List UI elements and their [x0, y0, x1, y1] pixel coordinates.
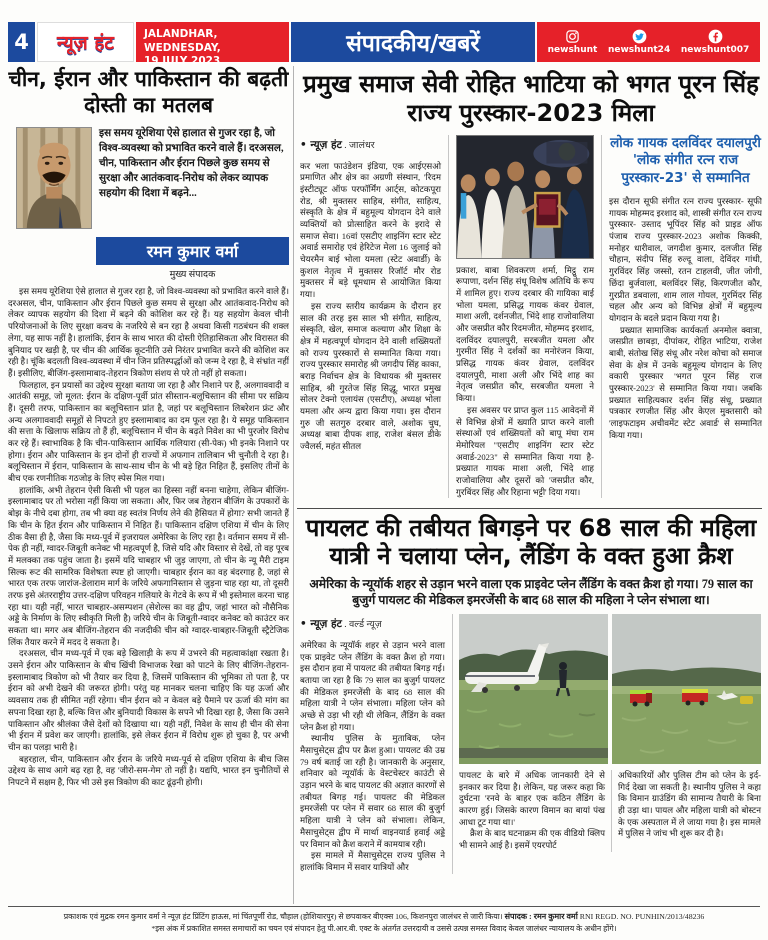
plane-paragraph: स्थानीय पुलिस के मुताबिक, प्लेन मैसाचुसेट्स द्वीप पर क्रैश हुआ। पायलट की उम्र 79 वर्ष बताई जा रही है। जानकारी के अनुसार, शनिवार को न्यूयॉर्क के वेस्टचेस्टर काउंटी से उड़ान भरने के बाद पायलट की अज्ञात कारणों से तबीयत बिगड़ गई। पायलट की मेडिकल इमरजेंसी पर प्लेन में सवार 68 साल की बुजुर्ग महिला यात्री ने प्लेन को संभाला। लेकिन, मैसाचुसेट्स द्वीप में मार्था वाइनयार्ड हवाई अड्डे पर विमान को क्रैश कराने में कामयाब रही। [300, 733, 445, 849]
imprint-footer [8, 906, 760, 935]
article-divider [297, 508, 762, 509]
plane-paragraph: क्रैश के बाद घटनाक्रम की एक वीडियो क्लिप भी सामने आई है। इसमें एयरपोर्ट [459, 828, 605, 850]
twitter-icon [608, 29, 670, 44]
airfield-firetrucks-photo [612, 614, 761, 764]
sidebar-headline: लोक गायक दलविंदर दयालपुरी 'लोक संगीत रत्न राज पुरस्कार-23' से सम्मानित [610, 134, 761, 187]
editorial-headline: चीन, ईरान और पाकिस्तान की बढ़ती दोस्ती का मतलब [8, 67, 289, 118]
facebook-handle: newshunt007 [680, 45, 750, 55]
author-name-bar: रमन कुमार वर्मा [96, 237, 289, 265]
dateline-line2: 19 JULY 2023 [144, 55, 221, 68]
crashed-plane-photo [459, 614, 608, 764]
plane-crash-article [300, 514, 762, 904]
plane-byline [300, 617, 445, 631]
plane-column-3 [611, 770, 761, 852]
plane-photo-block [452, 614, 762, 874]
award-column-1 [300, 135, 448, 499]
imprint-rni: RNI REGD. NO. PUNHIN/2013/48236 [579, 912, 705, 921]
award-paragraph: प्रकाश, बाबा शिवकरण शर्मा, मिट्ठू राम रूपाणा, दर्शन सिंह संधू विशेष अतिथि के रूप में शामिल हुए। राज्य दरबार की गायिका बाई भोला यमला, प्रसिद्ध गायक कंवर ग्रेवाल, माशा अली, दर्शनजीत, भिंदे शाह राजोवालिया और जसप्रीत कौर रिदमजीत, मोहम्मद इरशाद, दलविंदर दयालपुरी, सरबजीत यमला और गुरमीत सिंह ने दर्शकों का मनोरंजन किया, प्रसिद्ध गायक कंवर ग्रेवाल, दलविंदर दयालपुरी, माशा अली और भिंदे शाह का नेतृत्व जसप्रीत कौर, सरबजीत यमला ने किया। [456, 264, 594, 404]
social-instagram [548, 29, 598, 55]
author-photo [16, 127, 92, 229]
award-paragraph: कर भला फाउंडेशन इंडिया, एक आईएसओ प्रमाणित और क्षेत्र का अग्रणी संस्थान, 'रिदम इंस्टीट्यूट ऑफ परफॉर्मिंग आर्ट्स, कोटकपूरा रोड, श्री मुक्तसर साहिब, संगीत, साहित्य, संस्कृति के क्षेत्र में बहुमूल्य योगदान देने वाले व्यक्तियों को प्रोत्साहित करने के इरादे से समाज सेवा। 16वां एसटीए शाइनिंग स्टार स्टेट अवार्ड समारोह एवं हेरिटेज मेला 16 जुलाई को चेयरमैन बाई भोला यमला (स्टेट अवार्डी) के कुशल नेतृत्व में मुक्तसर रिजॉर्ट मौर रोड मुक्तसर में बड़े धूमधाम से आयोजित किया गया। [300, 160, 441, 300]
award-headline: प्रमुख समाज सेवी रोहित भाटिया को भगत पूरन सिंह राज्य पुरस्कार-2023 मिला [303, 70, 759, 127]
byline-source: • न्यूज़ हंट [300, 138, 342, 151]
plane-headline: पायलट की तबीयत बिगड़ने पर 68 साल की महिला यात्री ने चलाया प्लेन, लैंडिंग के वक्त हुआ क्रैश [305, 514, 757, 571]
byline-place: . जालंधर [344, 140, 375, 151]
award-column-2 [448, 135, 602, 499]
section-title: संपादकीय/खबरें [291, 22, 535, 62]
dateline-line1: JALANDHAR, WEDNESDAY, [144, 28, 221, 54]
plane-subhead: अमेरिका के न्यूयॉर्क शहर से उड़ान भरने वाला एक प्राइवेट प्लेन लैंडिंग के वक्त क्रैश हो गया। 79 साल का बुजुर्ग पायलट की मेडिकल इमरजेंसी के बाद 68 साल की महिला ने प्लेन संभाला था। [309, 576, 753, 608]
author-title: मुख्य संपादक [169, 270, 216, 281]
facebook-icon [681, 29, 750, 44]
plane-paragraph: अधिकारियों और पुलिस टीम को प्लेन के इर्द-गिर्द देखा जा सकती है। स्थानीय पुलिस ने कहा कि विमान ग्राउंडिंग की सामान्य तैयारी के बिना ही उड़ा था। पायल और महिला यात्री को बोस्टन के एक अस्पताल में ले जाया गया है। इस मामले में पुलिस ने जांच भी शुरू कर दी है। [618, 769, 761, 839]
editorial-paragraph: फिलहाल, इन प्रयासों का उद्देश्य सुरक्षा बताया जा रहा है और निशाने पर हैं, अलगाववादी व आतंकी समूह, जो मूलत: ईरान के दक्षिण-पूर्वी प्रांत सीस्तान-बलूचिस्तान की सीमा पर सक्रिय हैं। दूसरी तरफ, पाकिस्तान का बलूचिस्तान प्रांत है, जहां पर बलूचिस्तान लिबरेशन फ्रंट और अन्य अलगाववादी समूहों से निपटते हुए इस्लामाबाद का दम फूल रहा है। ये समूह पाकिस्तान की सत्ता के खिलाफ सक्रिय तो हैं ही, बलूचिस्तान में चीन के बढ़ते निवेश का भी पुरजोर विरोध कर रहे हैं। स्वाभाविक है कि चीन-पाकिस्तान आर्थिक गलियारा (सी-पेक) भी इनके निशाने पर होगा। ईरान और पाकिस्तान के इन दोनों ही राज्यों में अफगान तालिबान भी चुनौती दे रहा है। बलूचिस्तान में ईरान, पाकिस्तान के साथ-साथ चीन के भी बड़े हित निहित हैं, इसलिए तीनों के बीच एक रणनीतिक गठजोड़ के लिए स्पेस मिल गया। [8, 379, 289, 484]
editorial-paragraph: इस समय यूरेशिया ऐसे हालात से गुजर रहा है, जो विश्व-व्यवस्था को प्रभावित करने वाले हैं। दरअसल, चीन, पाकिस्तान और ईरान पिछले कुछ समय से सुरक्षा और आतंकवाद-निरोध को लेकर व्यापक सहयोग की दिशा में बढ़ने की कोशिश कर रहे हैं। यह सहयोग केवल चीनी परियोजनाओं के लिए सुरक्षा कवच के नजरिये से बन रहा है अथवा किसी गठबंधन की शक्ल लेगा, यह साफ नहीं है। हालांकि, ईरान के साथ भारत की दोस्ती ऐतिहासिकता और विरासत की बुनियाद पर खड़ी है, पर चीन की आर्थिक कूटनीति उसे निरंतर प्रभावित करने की कोशिश कर रही है। चूंकि बदलती विश्व-व्यवस्था में चीन जिन प्रतिस्पर्द्धाओं को जन्म दे रहा है, वे संभ्रांत नहीं हैं। इसीलिए, बीजिंग-इस्लामाबाद-तेहरान त्रिकोण संशय से परे तो नहीं हो सकता। [8, 286, 289, 378]
instagram-handle: newshunt [547, 45, 598, 55]
sidebar-article [602, 135, 762, 499]
plane-paragraph: अमेरिका के न्यूयॉर्क शहर से उड़ान भरने वाला एक प्राइवेट प्लेन लैंडिंग के वक्त क्रैश हो गया। इस दौरान हवा में पायलट की तबीयत बिगड़ गई। बताया जा रहा है कि 79 साल का बुजुर्ग पायलट की मेडिकल इमरजेंसी के बाद 68 साल की महिला यात्री ने प्लेन संभाला। महिला प्लेन को अच्छे से उड़ा भी रही थी लेकिन, लैंडिंग के वक्त प्लेन क्रैश हो गया। [300, 639, 445, 732]
sidebar-paragraph: इस दौरान सूफी संगीत रत्न राज्य पुरस्कार- सूफी गायक मोहम्मद इरशाद को, शास्त्री संगीत रत्न राज्य पुरस्कार- उस्ताद भूपिंदर सिंह को प्राइड ऑफ पंजाब राज्य पुरस्कार-2023 अशोक किक्की, मनोहर धारीवाल, जगदीश कुमार, दलजीत सिंह चौहान, संदीप सिंह रुल्दू वाला, देविंदर गांधी, गुरविंदर सिंह जस्सो, रतन टाहलवी, जीत जोगी, छिंदा बुर्जवाला, बलविंदर सिंह, किरणजीत कौर, गुरप्रीत डबवाला, शाम लाल गोयल, गुरमिंदर सिंह चहल और अन्य को विभिन्न क्षेत्रों में बहुमूल्य योगदान के बदले प्रदान किया गया है। [609, 196, 762, 323]
award-paragraph: इस अवसर पर प्राप्त कुल 115 आवेदनों में से विभिन्न क्षेत्रों में ख्याति प्राप्त करने वाली संस्थाओं एवं शख्सियतों को बापू मंघा राम मेमोरियल "एसटीए शाइनिंग स्टार स्टेट अवार्ड-2023" से सम्मानित किया गया है- प्रख्यात गायक माशा अली, भिंदे शाह राजोवालिया और दूसरों को 'जसप्रीत कौर, गुरबिंदर सिंह और रिहाना भट्टी' दिया गया। [456, 404, 594, 497]
award-ceremony-photo [456, 135, 594, 259]
editorial-paragraph: बहरहाल, चीन, पाकिस्तान और ईरान के जरिये मध्य-पूर्व से दक्षिण एशिया के बीच जिस उद्देश्य के साथ आगे बढ़ रहा है, वह 'जीरो-सम-गेम' तो नहीं है। यद्यपि, भारत इन चुनौतियों से निपटने में सक्षम है, फिर भी उसे इस त्रिकोण की काट ढूंढ़नी होगी। [8, 753, 289, 787]
byline-source: • न्यूज़ हंट [300, 617, 342, 630]
plane-paragraph: पायलट के बारे में अधिक जानकारी देने से इनकार कर दिया है। लेकिन, यह जरूर कहा कि दुर्घटना 'रनवे के बाहर एक कठिन लैंडिंग के कारण हुई। जिसके कारण विमान का बायां पंख आधा टूट गया था।' [459, 769, 605, 827]
imprint-publisher: प्रकाशक एवं मुद्रक रमन कुमार वर्मा ने न्यूज़ हंट प्रिंटिंग हाऊस, मां चिंतपूर्णी रोड, चौहाल (होशियारपुर) से छपवाकर बीएक्स 106, किशनपुरा जालंधर से जारी किया। [63, 912, 503, 921]
award-article [300, 70, 762, 506]
award-paragraph: इस राज्य स्तरीय कार्यक्रम के दौरान हर साल की तरह इस साल भी संगीत, साहित्य, संस्कृति, खेल, समाज कल्याण और शिक्षा के क्षेत्र में महत्वपूर्ण योगदान देने वाली शख्सियतों को राज्य पुरस्कारों से सम्मानित किया गया। राज्य पुरस्कार समारोह श्री जगदीप सिंह काका, बराड़ निर्वाचन क्षेत्र के विधायक श्री मुक्तसर साहिब, श्री गुरतेज सिंह सिद्धू, भारत प्रमुख सोलर टेक्नो एलायंस (एसटीए), अध्यक्ष भोला यमला और अन्य द्वारा किया गया। इस दौरान गुरु जी सतगुरु दरबार वाले, अशोक चुघ, अध्यक्ष बाबा दीपक शाह, राजेश बंसल डीके ज्वैलर्स, महंत सीतल [300, 300, 441, 452]
sidebar-paragraph: प्रख्यात सामाजिक कार्यकर्ता अनमोल क्वात्रा, जसप्रीत छाबड़ा, दीपांकर, रोहित भाटिया, राजेश बाबी, संतोख सिंह संधू और नरेश कोचा को समाज सेवा के क्षेत्र में उनके बहुमूल्य योगदान के लिए वकारी पुरस्कार 'भगत पूरन सिंह राज पुरस्कार-2023' से सम्मानित किया गया। जबकि प्रख्यात साहित्यकार दर्शन सिंह संधू, प्रख्यात पत्रकार रणजीत सिंह और केएल मुक्तसारी को 'लाइफटाइम अचीवमेंट स्टेट अवार्ड' से सम्मानित किया गया। [609, 324, 762, 440]
plane-paragraph: इस मामले में मैसाचुसेट्स राज्य पुलिस ने हालांकि विमान में सवार यात्रियों और [300, 850, 445, 872]
editorial-paragraph: दरअसल, चीन मध्य-पूर्व में एक बड़े खिलाड़ी के रूप में उभरने की महत्वाकांक्षा रखता है। उसने ईरान और पाकिस्तान के बीच खिंची विभाजक रेखा को पाटने के लिए बीजिंग-तेहरान-इस्लामाबाद त्रिकोण को भी तैयार कर दिया है, जिसमें पाकिस्तान की भूमिका तो पता है, पर ईरान को अभी देखने की जरूरत होगी। परंतु यह मानकर चलना चाहिए कि यह ऊर्जा और व्यवसाय तक ही सीमित नहीं रहेगा। चीन ईरान को न केवल बड़े पैमाने पर ऊर्जा की मांग का सपना दिखा रहा है, बल्कि वित्त और बुनियादी विकास के सपने भी दिखा रहा है, जैसा कि उसने पाकिस्तान और श्रीलंका जैसे देशों को दिखाया था। यही नहीं, निवेश के साथ ही चीन की सेना भी ईरान में प्रवेश कर जाएगी। हालांकि, इसे लेकर ईरान में विरोध शुरू हो चुका है, पर अभी चीन का पलड़ा भारी है। [8, 648, 289, 752]
editorial-paragraph: हालांकि, अभी तेहरान ऐसी किसी भी पहल का हिस्सा नहीं बनना चाहेगा, लेकिन बीजिंग-इस्लामाबाद पर तो भरोसा नहीं किया जा सकता। और, फिर जब तेहरान बीजिंग के उपकारों के बोझ के नीचे दबा होगा, तब भी क्या वह स्वतंत्र निर्णय लेने की हैसियत में होगा? सभी जानते हैं कि चीन के हित ईरान और पाकिस्तान में निहित हैं। पाकिस्तान दक्षिण एशिया में चीन के लिए ठीक वैसा ही है, जैसा कि मध्य-पूर्व में इजरायल अमेरिका के लिए रहा है। वर्तमान समय में सी-पेक ही नहीं, ग्वादर-जिबूती कनेक्ट भी महत्वपूर्ण है, जिसे यदि और विस्तार से देखें, तो वह पूरब में मलक्का तक पहुंच जाता है। इसमें यदि चाबहार भी जुड़ जाएगा, तो चीन के न्यू मैरी टाइम सिल्क रूट की सामरिक विशेषता स्पष्ट हो जाएगी। चाबहार ईरान का वह बंदरगाह है, जहां से भारत एक तरफ जारांज-डेलाराम मार्ग के जरिये अफगानिस्तान से जुड़ना चाह रहा था, तो दूसरी तरफ इसे अंतरराष्ट्रीय उत्तर-दक्षिण परिवहन गलियारे के गेटवे के रूप में भी इस्तेमाल करना चाह रहा था। यही नहीं, भारत चाबहार-असम्पशन (सेशेल्स का वह द्वीप, जहां भारत को नौसैनिक अड्डे के निर्माण के लिए स्वीकृति मिली है) जरिये चीन के जिबूती-ग्वादर कनेक्ट को काउंटर कर सकता था। मगर अब बीजिंग-तेहरान की नजदीकी चीन को ग्वादर-चाबहार-जिबूती स्ट्रैटेजिक लिंक तैयार करने में मदद दे सकता है। [8, 484, 289, 647]
page-number: 4 [8, 22, 35, 62]
social-facebook [681, 29, 750, 55]
editorial-article [8, 66, 289, 904]
column-divider [293, 66, 294, 904]
editorial-body [8, 286, 289, 789]
imprint-line-2: *इस अंक में प्रकाशित समस्त समाचारों का चयन एवं संपादन हेतु पी.आर.बी. एक्ट के अंतर्गत उत्तरदायी व उससे उत्पन्न समस्त विवाद केवल जालंधर न्यायालय के अधीन होंगे। [151, 924, 617, 934]
editorial-intro: इस समय यूरेशिया ऐसे हालात से गुजर रहा है, जो विश्व-व्यवस्था को प्रभावित करने वाले हैं। दरअसल, चीन, पाकिस्तान और ईरान पिछले कुछ समय से सुरक्षा और आतंकवाद-निरोध को लेकर व्यापक सहयोग की दिशा में बढ़ने... [99, 128, 284, 199]
twitter-handle: newshunt24 [607, 45, 671, 55]
dateline [136, 22, 289, 68]
imprint-line-1 [8, 911, 760, 923]
imprint-editor: संपादक : रमन कुमार वर्मा [504, 912, 578, 921]
byline-place: . वर्ल्ड न्यूज़ [344, 619, 382, 630]
masthead [8, 22, 760, 68]
plane-column-1 [300, 614, 452, 874]
newspaper-logo: न्यूज़ हंट [37, 22, 134, 62]
social-twitter [608, 29, 670, 55]
plane-column-2 [459, 770, 611, 852]
instagram-icon [548, 29, 598, 44]
editorial-lede [8, 125, 289, 232]
social-strip [537, 22, 760, 62]
award-byline [300, 138, 441, 152]
